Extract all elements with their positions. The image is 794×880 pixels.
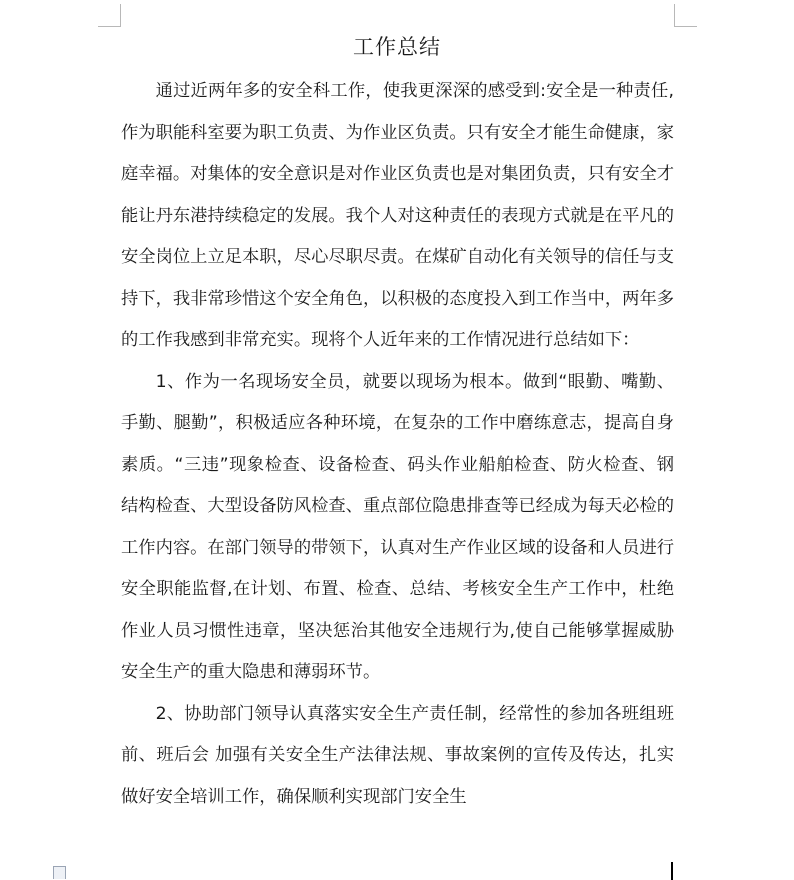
paragraph-item-2[interactable]: 2、协助部门领导认真落实安全生产责任制，经常性的参加各班组班前、班后会 加强有关安全生产法律法规、事故案例的宣传及传达，扎实做好安全培训工作，确保顺利实现部门安全生	[121, 703, 674, 807]
paragraph-item-1[interactable]: 1、作为一名现场安全员，就要以现场为根本。做到“眼勤、嘴勤、手勤、腿勤”，积极适应各种环境，在复杂的工作中磨练意志，提高自身素质。“三违”现象检查、设备检查、码头作业船舶检查、防火检查、钢结构检查、大型设备防风检查、重点部位隐患排查等已经成为每天必检的工作内容。在部门领导的带领下，认真对生产作业区域的设备和人员进行安全职能监督,在计划、布置、检查、总结、考核安全生产工作中，杜绝作业人员习惯性违章，坚决惩治其他安全违规行为,使自己能够掌握威胁安全生产的重大隐患和薄弱环节。	[121, 371, 675, 682]
page-corner-mark-top-left	[98, 4, 121, 27]
paragraph-intro[interactable]: 通过近两年多的安全科工作，使我更深深的感受到:安全是一种责任,作为职能科室要为职工负责、为作业区负责。只有安全才能生命健康，家庭幸福。对集体的安全意识是对作业区负责也是对集团负责，只有安全才能让丹东港持续稳定的发展。我个人对这种责任的表现方式就是在平凡的安全岗位上立足本职，尽心尽职尽责。在煤矿自动化有关领导的信任与支持下，我非常珍惜这个安全角色，以积极的态度投入到工作当中，两年多的工作我感到非常充实。现将个人近年来的工作情况进行总结如下：	[121, 81, 675, 350]
document-body[interactable]	[121, 71, 674, 818]
document-icon	[53, 866, 66, 879]
page-corner-mark-top-right	[674, 4, 697, 27]
text-cursor	[671, 862, 673, 880]
document-title[interactable]: 工作总结	[353, 35, 441, 59]
